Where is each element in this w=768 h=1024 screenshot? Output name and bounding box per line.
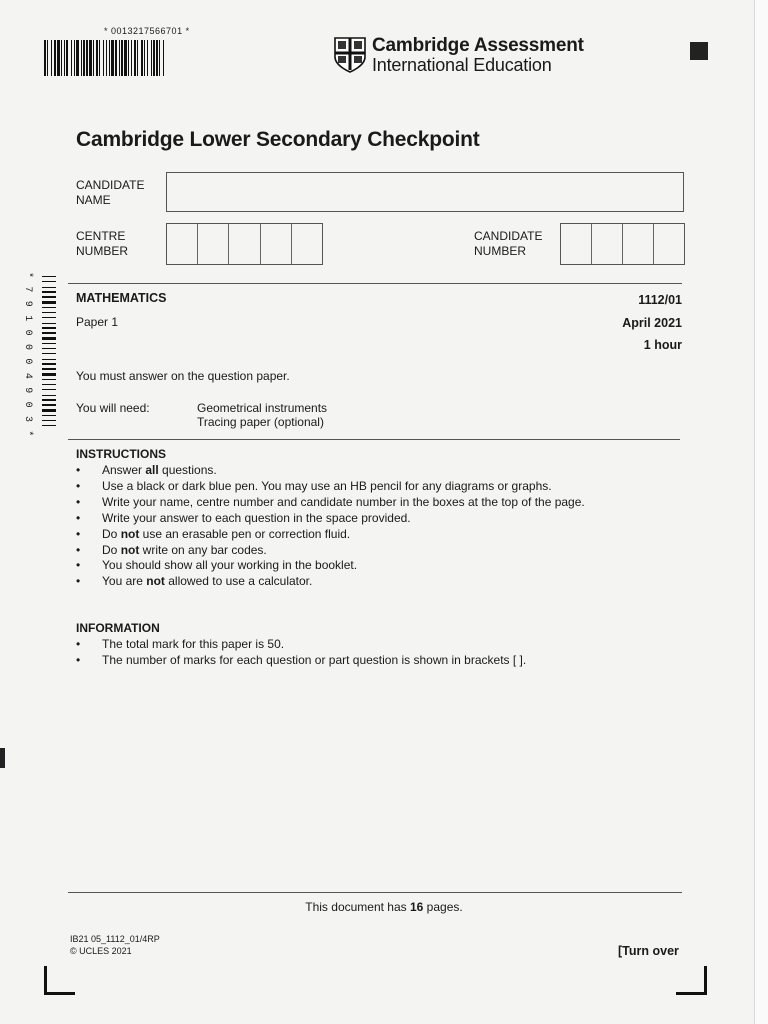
digit-box[interactable] [167, 224, 198, 264]
side-barcode-digits: * 7 9 1 0 0 0 4 9 0 3 * [22, 272, 33, 438]
need-item: Tracing paper (optional) [197, 415, 324, 429]
digit-box[interactable] [229, 224, 260, 264]
edge-mark [0, 748, 5, 768]
information-heading: INFORMATION [76, 621, 160, 635]
instruction-item: • Write your name, centre number and candidate number in the boxes at the top of the page. [76, 495, 676, 511]
crest-icon [334, 37, 366, 73]
corner-mark-left [44, 966, 75, 995]
digit-box[interactable] [623, 224, 654, 264]
digit-box[interactable] [592, 224, 623, 264]
logo-name: Cambridge Assessment [372, 35, 584, 56]
need-label: You will need: [76, 401, 150, 415]
corner-mark-right [676, 966, 707, 995]
document-reference [70, 933, 160, 957]
top-barcode [44, 40, 314, 76]
candidate-name-label: CANDIDATE NAME [76, 178, 145, 207]
answer-note: You must answer on the question paper. [76, 369, 290, 383]
instruction-item: • You should show all your working in the booklet. [76, 558, 676, 574]
candidate-number-label: CANDIDATE NUMBER [474, 229, 543, 258]
digit-box[interactable] [198, 224, 229, 264]
page-count-note: This document has 16 pages. [305, 900, 463, 914]
exam-date: April 2021 [622, 316, 682, 330]
exam-duration: 1 hour [643, 338, 682, 352]
information-item: • The number of marks for each question or part question is shown in brackets [ ]. [76, 653, 676, 669]
instructions-list [76, 463, 676, 590]
digit-box[interactable] [292, 224, 322, 264]
instruction-item: • Write your answer to each question in the space provided. [76, 511, 676, 527]
information-list [76, 637, 676, 669]
barcode-number: * 0013217566701 * [104, 26, 190, 36]
syllabus-code: 1112/01 [638, 293, 682, 307]
turn-over-label: [Turn over [618, 944, 679, 958]
page-edge [754, 0, 768, 1024]
page-title: Cambridge Lower Secondary Checkpoint [76, 128, 480, 151]
divider [68, 283, 682, 284]
copyright: © UCLES 2021 [70, 946, 132, 956]
registration-mark [690, 42, 708, 60]
centre-number-label: CENTRE NUMBER [76, 229, 129, 258]
instruction-item: • You are not allowed to use a calculator. [76, 574, 676, 590]
candidate-name-field[interactable] [166, 172, 684, 212]
instruction-item: • Do not write on any bar codes. [76, 543, 676, 559]
logo-subname: International Education [372, 54, 552, 75]
subject-name: MATHEMATICS [76, 291, 167, 305]
information-item: • The total mark for this paper is 50. [76, 637, 676, 653]
paper-number: Paper 1 [76, 315, 119, 329]
page-count: 16 [409, 900, 424, 914]
instruction-item: • Do not use an erasable pen or correction fluid. [76, 527, 676, 543]
digit-box[interactable] [654, 224, 684, 264]
digit-box[interactable] [261, 224, 292, 264]
instructions-heading: INSTRUCTIONS [76, 447, 166, 461]
instruction-item: • Use a black or dark blue pen. You may use an HB pencil for any diagrams or graphs. [76, 479, 676, 495]
need-item: Geometrical instruments [197, 401, 328, 415]
cambridge-logo [334, 36, 584, 75]
reference-code: IB21 05_1112_01/4RP [70, 934, 160, 944]
instruction-item: • Answer all questions. [76, 463, 676, 479]
footer-divider [68, 892, 682, 893]
digit-box[interactable] [561, 224, 592, 264]
divider [68, 439, 680, 440]
candidate-number-field[interactable] [560, 223, 685, 265]
side-barcode [34, 276, 56, 426]
centre-number-field[interactable] [166, 223, 323, 265]
